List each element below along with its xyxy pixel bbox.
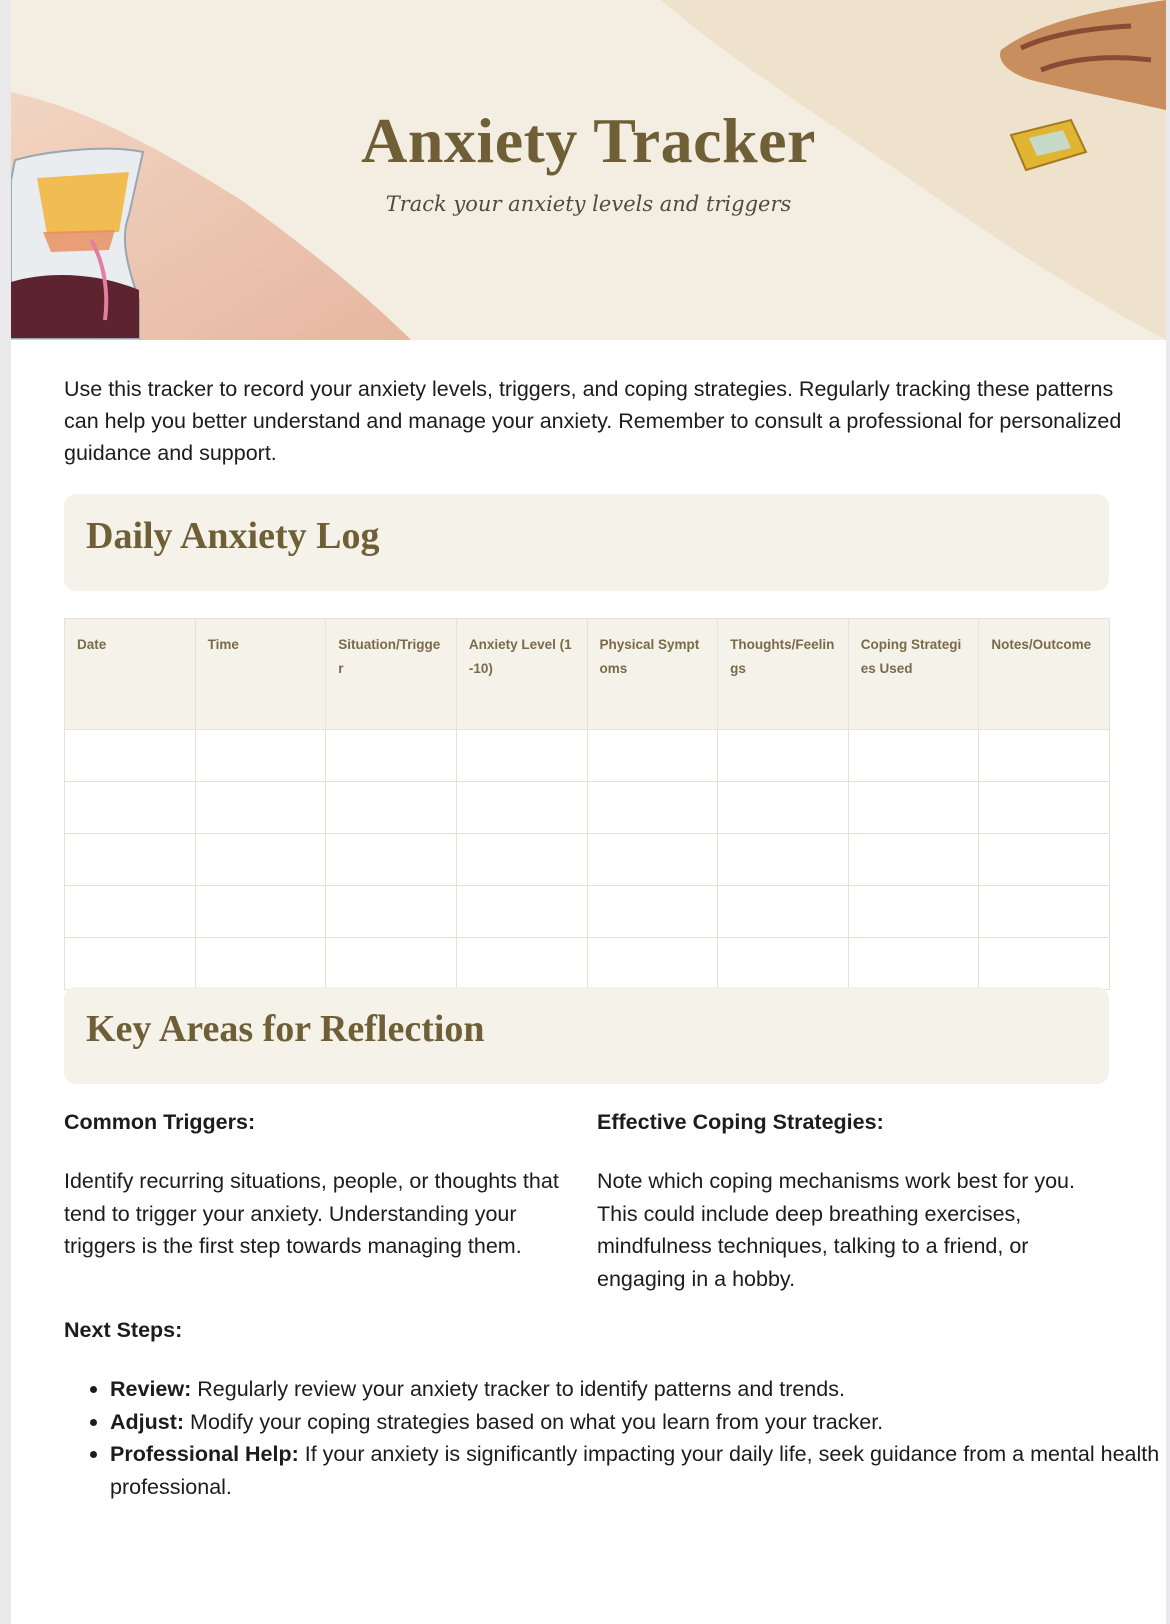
reflection-heading: Key Areas for Reflection (86, 1008, 485, 1050)
table-cell[interactable] (195, 886, 326, 938)
table-row (65, 938, 1110, 990)
table-cell[interactable] (718, 886, 849, 938)
table-row (65, 834, 1110, 886)
table-cell[interactable] (587, 782, 718, 834)
table-cell[interactable] (326, 886, 457, 938)
table-cell[interactable] (65, 938, 196, 990)
table-cell[interactable] (979, 834, 1110, 886)
next-steps-title: Next Steps: (64, 1318, 183, 1342)
table-cell[interactable] (848, 938, 979, 990)
list-item-text: If your anxiety is significantly impacting your daily life, seek guidance from a mental health professional. (110, 1442, 1160, 1499)
table-row (65, 886, 1110, 938)
anxiety-log-table (64, 618, 1110, 990)
table-cell[interactable] (456, 938, 587, 990)
table-cell[interactable] (326, 938, 457, 990)
table-cell[interactable] (587, 886, 718, 938)
table-cell[interactable] (65, 730, 196, 782)
table-cell[interactable] (848, 834, 979, 886)
column-header-date: Date (65, 619, 196, 730)
table-row (65, 730, 1110, 782)
table-cell[interactable] (848, 886, 979, 938)
coping-strategies-text: Note which coping mechanisms work best for you. This could include deep breathing exercises, mindfulness techniques, talking to a friend, or engaging in a hobby. (597, 1169, 1075, 1291)
reflection-section-header (64, 987, 1109, 1084)
table-cell[interactable] (65, 886, 196, 938)
table-cell[interactable] (456, 834, 587, 886)
list-item-review (110, 1373, 1166, 1406)
table-cell[interactable] (65, 782, 196, 834)
coping-strategies-title: Effective Coping Strategies: (597, 1110, 884, 1134)
table-header-row (65, 619, 1110, 730)
table-cell[interactable] (979, 730, 1110, 782)
common-triggers-title: Common Triggers: (64, 1110, 256, 1134)
column-header-physical-symptoms: Physical Symptoms (587, 619, 718, 730)
table-cell[interactable] (195, 782, 326, 834)
table-row (65, 782, 1110, 834)
column-header-time: Time (195, 619, 326, 730)
table-cell[interactable] (587, 938, 718, 990)
table-cell[interactable] (326, 730, 457, 782)
table-cell[interactable] (979, 886, 1110, 938)
table-cell[interactable] (848, 730, 979, 782)
list-item-label: Adjust: (110, 1409, 185, 1434)
table-cell[interactable] (456, 782, 587, 834)
table-cell[interactable] (195, 938, 326, 990)
list-item-text: Regularly review your anxiety tracker to identify patterns and trends. (197, 1377, 845, 1401)
column-header-coping-strategies: Coping Strategies Used (848, 619, 979, 730)
header-banner (11, 0, 1166, 340)
list-item-text: Modify your coping strategies based on what you learn from your tracker. (190, 1409, 884, 1434)
page-subtitle: Track your anxiety levels and triggers (385, 192, 792, 216)
column-header-notes-outcome: Notes/Outcome (979, 619, 1110, 730)
table-cell[interactable] (195, 730, 326, 782)
table-cell[interactable] (326, 834, 457, 886)
table-cell[interactable] (65, 834, 196, 886)
table-cell[interactable] (587, 834, 718, 886)
list-item-label: Professional Help: (110, 1442, 299, 1466)
list-item-label: Review: (110, 1377, 192, 1401)
table-cell[interactable] (326, 782, 457, 834)
column-header-situation-trigger: Situation/Trigger (326, 619, 457, 730)
table-cell[interactable] (718, 782, 849, 834)
table-cell[interactable] (718, 834, 849, 886)
table-cell[interactable] (718, 938, 849, 990)
column-header-anxiety-level: Anxiety Level (1-10) (456, 619, 587, 730)
table-cell[interactable] (848, 782, 979, 834)
table-cell[interactable] (587, 730, 718, 782)
table-cell[interactable] (718, 730, 849, 782)
table-cell[interactable] (456, 886, 587, 938)
table-cell[interactable] (456, 730, 587, 782)
intro-paragraph: Use this tracker to record your anxiety levels, triggers, and coping strategies. Regularly tracking these patterns can help you better understand and manage your anxiety. Remember to consult a professional for personalized guidance and support. (64, 377, 1122, 465)
common-triggers-text: Identify recurring situations, people, or thoughts that tend to trigger your anxiety. Understanding your triggers is the first step towards managing them. (64, 1169, 559, 1258)
daily-log-section-header (64, 494, 1109, 591)
page-title: Anxiety Tracker (361, 105, 816, 176)
column-header-thoughts-feelings: Thoughts/Feelings (718, 619, 849, 730)
list-item-adjust (110, 1406, 1166, 1439)
table-cell[interactable] (979, 938, 1110, 990)
table-cell[interactable] (979, 782, 1110, 834)
document-page (11, 0, 1166, 1624)
next-steps-list (64, 1373, 1166, 1503)
table-cell[interactable] (195, 834, 326, 886)
table-body (65, 730, 1110, 990)
list-item-professional-help (110, 1438, 1166, 1503)
daily-log-heading: Daily Anxiety Log (86, 515, 380, 557)
